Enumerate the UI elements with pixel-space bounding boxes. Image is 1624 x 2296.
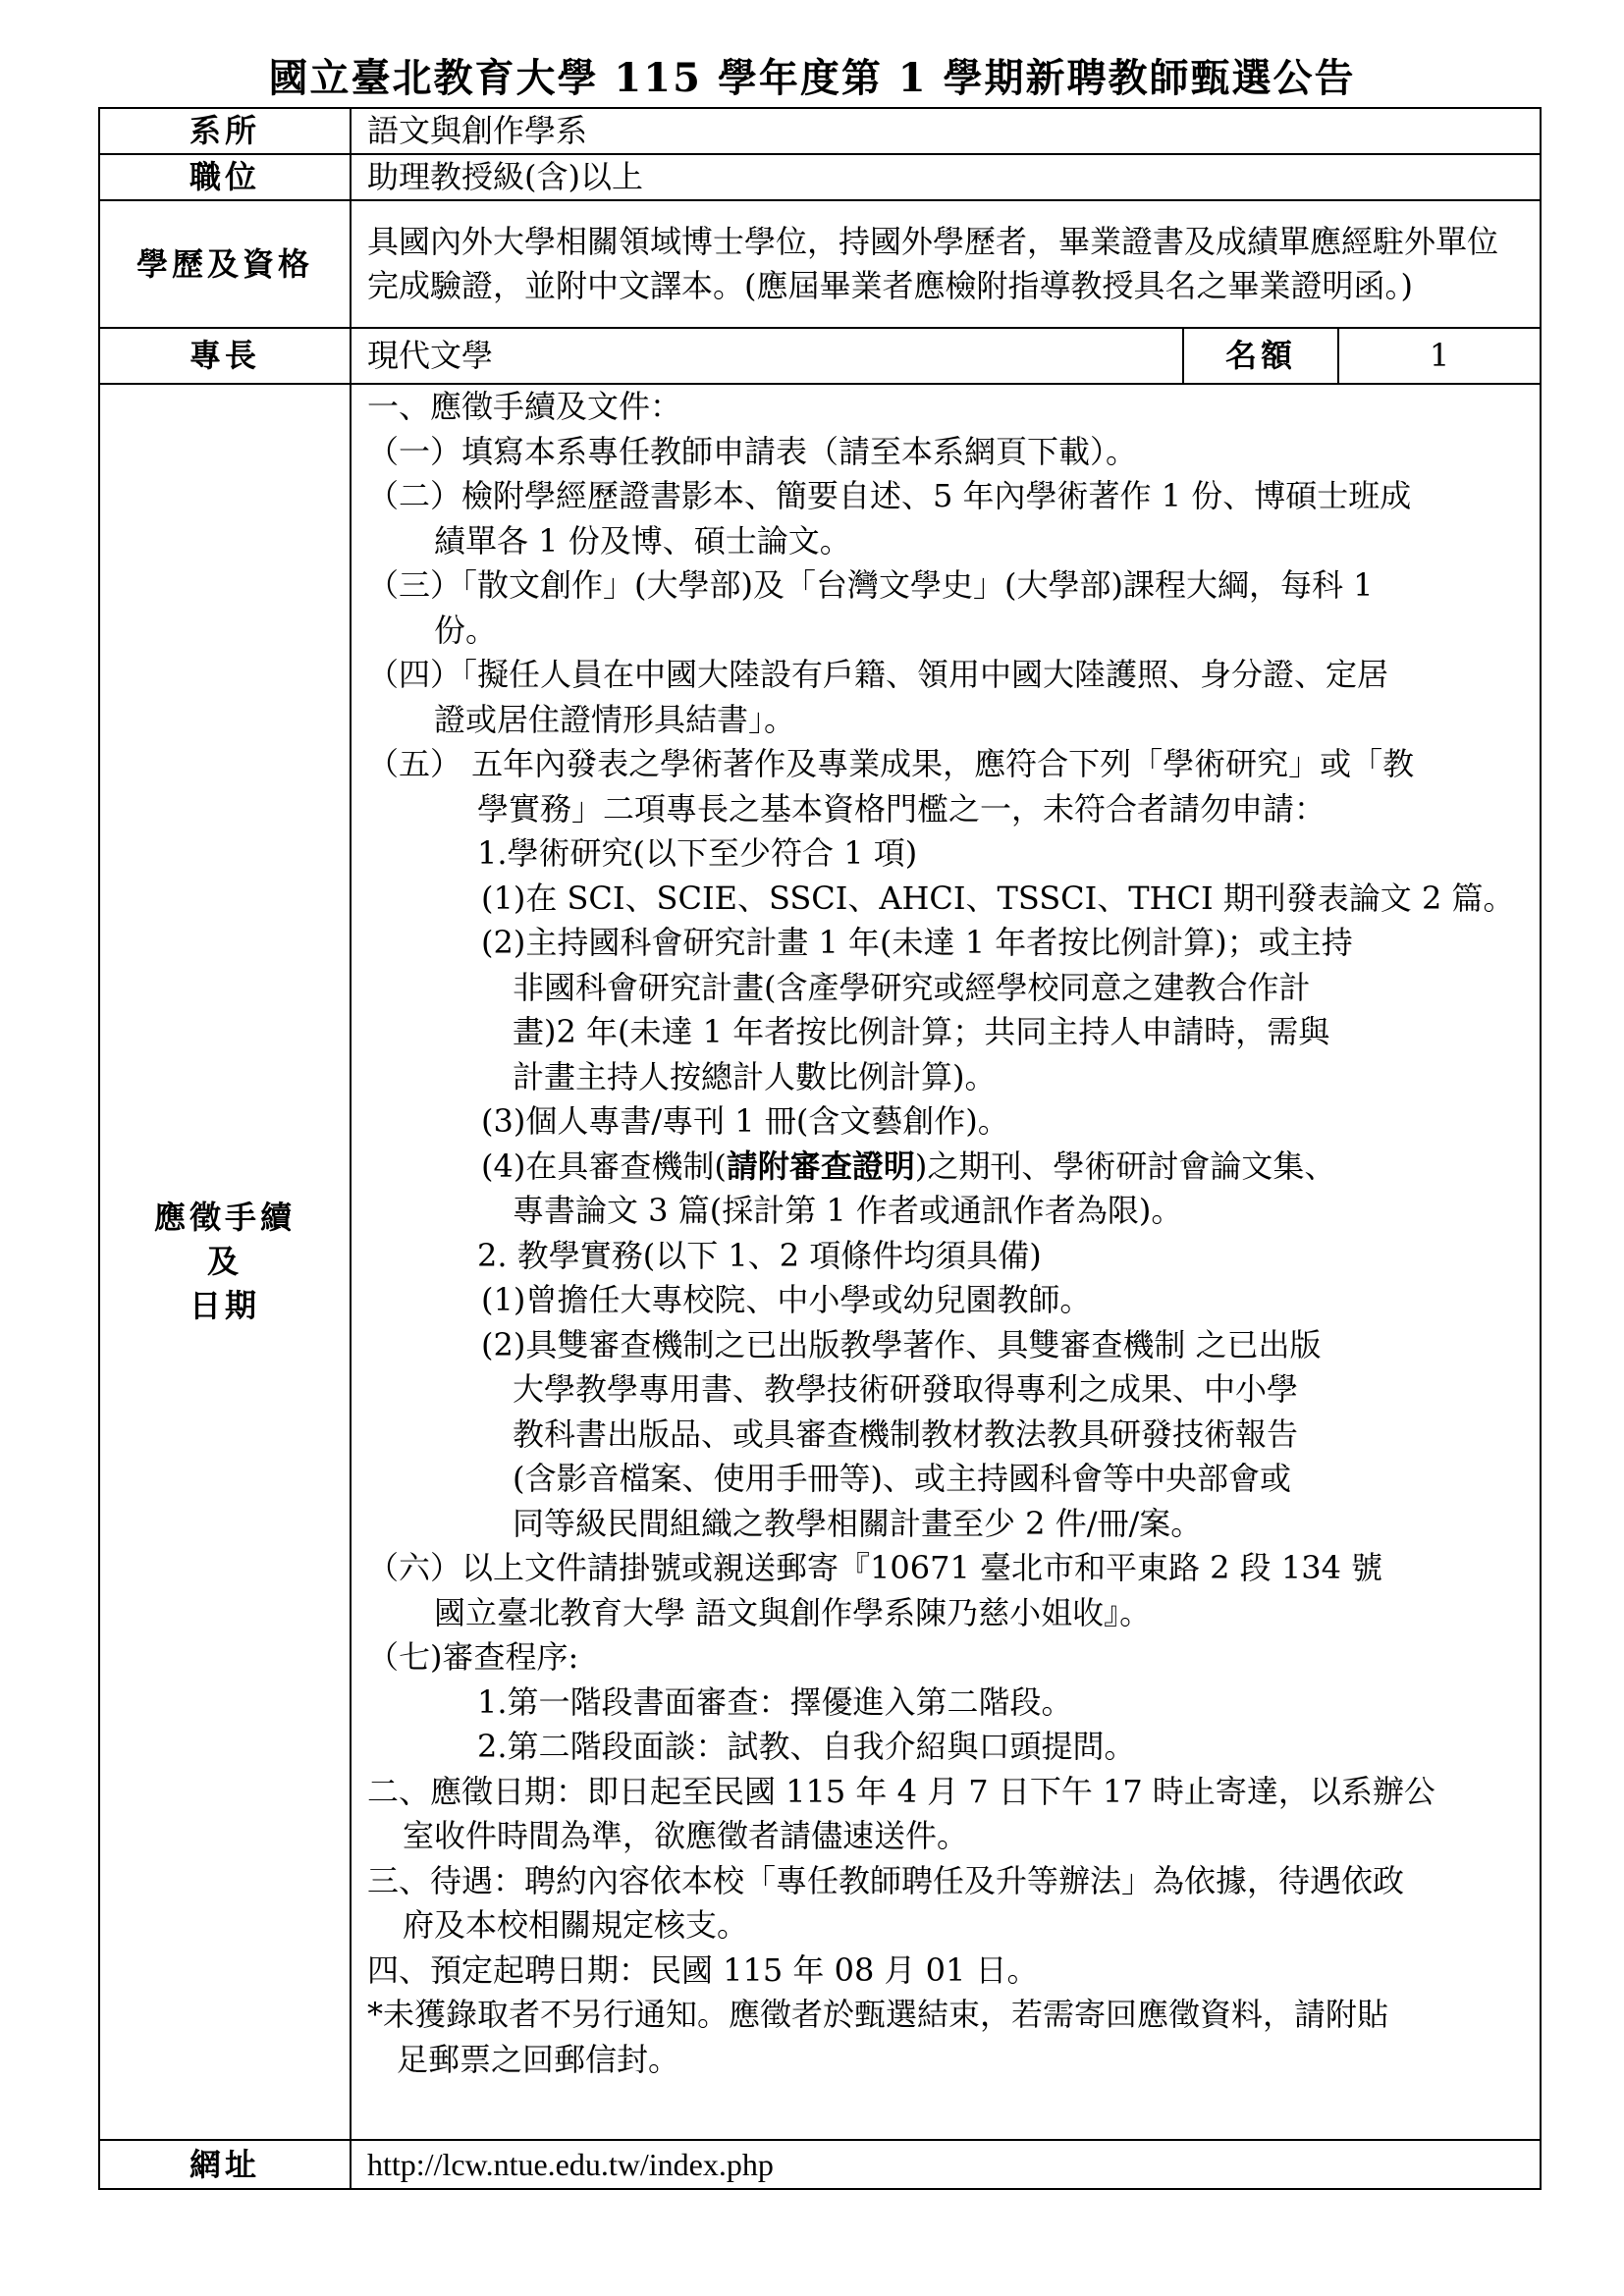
procedure-line: (1)曾擔任大專校院、中小學或幼兒園教師。 — [481, 1281, 1092, 1318]
procedure-line-part: (4)在具審查機制( — [481, 1147, 727, 1185]
procedure-line: 三、待遇：聘約內容依本校「專任教師聘任及升等辦法」為依據，待遇依政 — [367, 1861, 1405, 1899]
procedure-line: （五） 五年內發表之學術著作及專業成果，應符合下列「學術研究」或「教 — [367, 745, 1415, 782]
procedure-label-line-1: 應徵手續 — [153, 1199, 296, 1236]
procedure-line: 畫)2 年(未達 1 年者按比例計算；共同主持人申請時，需與 — [513, 1013, 1330, 1050]
position-row — [99, 154, 1541, 200]
procedure-line — [367, 1145, 1524, 1190]
dept-value: 語文與創作學系 — [351, 108, 1541, 154]
procedure-line: 非國科會研究計畫(含產學研究或經學校同意之建教合作計 — [513, 968, 1311, 1006]
procedure-line: 足郵票之回郵信封。 — [397, 2040, 680, 2078]
procedure-content — [351, 384, 1541, 2140]
procedure-line: 二、應徵日期：即日起至民國 115 年 4 月 7 日下午 17 時止寄達，以系辦公 — [367, 1772, 1435, 1810]
procedure-line: 四、預定起聘日期：民國 115 年 08 月 01 日。 — [367, 1950, 1039, 1989]
procedure-line: （六）以上文件請掛號或親送郵寄『10671 臺北市和平東路 2 段 134 號 — [367, 1549, 1383, 1586]
procedure-line: 一、應徵手續及文件： — [367, 388, 682, 425]
procedure-line: 府及本校相關規定核支。 — [403, 1906, 749, 1944]
procedure-line: （二）檢附學經歷證書影本、簡要自述、5 年內學術著作 1 份、博碩士班成 — [367, 477, 1412, 514]
procedure-line: 績單各 1 份及博、碩士論文。 — [434, 521, 851, 560]
position-value: 助理教授級(含)以上 — [351, 154, 1541, 200]
qualification-value: 具國內外大學相關領域博士學位，持國外學歷者，畢業證書及成績單應經駐外單位完成驗證，並附中文譯本。(應屆畢業者應檢附指導教授具名之畢業證明函。) — [351, 200, 1541, 328]
procedure-line: 份。 — [434, 611, 498, 649]
procedure-line: （一）填寫本系專任教師申請表（請至本系網頁下載）。 — [367, 432, 1138, 470]
procedure-label — [99, 384, 351, 2140]
procedure-line: (3)個人專書/專刊 1 冊(含文藝創作)。 — [481, 1102, 1009, 1140]
announcement-table — [98, 107, 1542, 2190]
procedure-line-part: )之期刊、學術研討會論文集、 — [914, 1147, 1336, 1185]
dept-label: 系所 — [99, 108, 351, 154]
procedure-line: (含影音檔案、使用手冊等)、或主持國科會等中央部會或 — [513, 1460, 1291, 1497]
procedure-line: 2.第二階段面談：試教、自我介紹與口頭提問。 — [477, 1728, 1136, 1765]
specialty-value: 現代文學 — [351, 328, 1183, 384]
url-row — [99, 2140, 1541, 2189]
url-label: 網址 — [99, 2140, 351, 2189]
procedure-line: （七)審查程序: — [367, 1638, 579, 1676]
position-label: 職位 — [99, 154, 351, 200]
qualification-row — [99, 200, 1541, 328]
specialty-row — [99, 328, 1541, 384]
procedure-line: 專書論文 3 篇(採計第 1 作者或通訊作者為限)。 — [513, 1192, 1183, 1229]
procedure-label-line-3: 日期 — [189, 1287, 260, 1324]
review-proof-emphasis: 請附審查證明 — [726, 1147, 915, 1185]
quota-value: 1 — [1338, 328, 1541, 384]
procedure-line: 1.第一階段書面審查：擇優進入第二階段。 — [477, 1682, 1073, 1721]
website-link[interactable]: http://lcw.ntue.edu.tw/index.php — [351, 2140, 1541, 2189]
procedure-line: 國立臺北教育大學 語文與創作學系陳乃慈小姐收』。 — [434, 1593, 1152, 1631]
page-title: 國立臺北教育大學 115 學年度第 1 學期新聘教師甄選公告 — [268, 55, 1356, 101]
procedure-line: 同等級民間組織之教學相關計畫至少 2 件/冊/案。 — [513, 1504, 1203, 1542]
procedure-line: 證或居住證情形具結書」。 — [434, 700, 796, 738]
procedure-line: 2. 教學實務(以下 1、2 項條件均須具備) — [477, 1236, 1042, 1274]
quota-label: 名額 — [1183, 328, 1338, 384]
procedure-line: （三）「散文創作」(大學部)及「台灣文學史」(大學部)課程大綱，每科 1 — [367, 566, 1374, 604]
procedure-line: *未獲錄取者不另行通知。應徵者於甄選結束，若需寄回應徵資料，請附貼 — [367, 1996, 1389, 2033]
procedure-line: 1.學術研究(以下至少符合 1 項) — [477, 834, 918, 872]
qualification-label: 學歷及資格 — [99, 200, 351, 328]
procedure-row — [99, 384, 1541, 2140]
procedure-line: (2)主持國科會研究計畫 1 年(未達 1 年者按比例計算)；或主持 — [481, 924, 1353, 961]
procedure-line: 大學教學專用書、教學技術研發取得專利之成果、中小學 — [513, 1370, 1299, 1408]
procedure-line: (1)在 SCI、SCIE、SSCI、AHCI、TSSCI、THCI 期刊發表論文 2 篇。 — [481, 879, 1515, 917]
procedure-label-line-2: 及 — [206, 1243, 243, 1280]
procedure-line: 室收件時間為準，欲應徵者請儘速送件。 — [403, 1817, 969, 1854]
specialty-label: 專長 — [99, 328, 351, 384]
dept-row — [99, 108, 1541, 154]
procedure-line: 學實務」二項專長之基本資格門檻之一，未符合者請勿申請： — [477, 789, 1326, 828]
procedure-line: (2)具雙審查機制之已出版教學著作、具雙審查機制 之已出版 — [481, 1325, 1322, 1363]
procedure-line: 教科書出版品、或具審查機制教材教法教具研發技術報告 — [513, 1415, 1299, 1453]
procedure-line: （四）「擬任人員在中國大陸設有戶籍、領用中國大陸護照、身分證、定居 — [367, 656, 1389, 693]
procedure-line: 計畫主持人按總計人數比例計算)。 — [513, 1057, 997, 1095]
